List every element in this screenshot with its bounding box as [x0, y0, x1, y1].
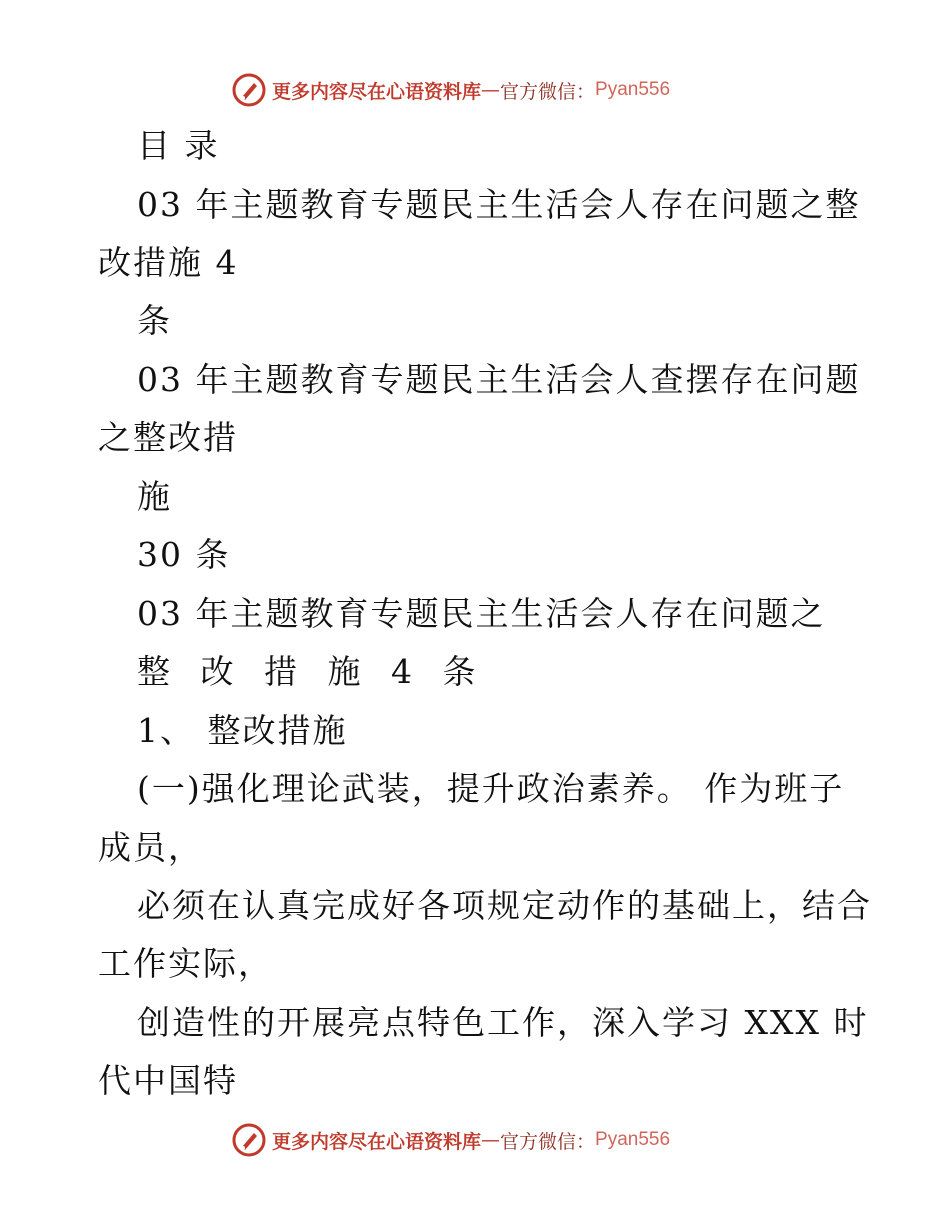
text-line: 之整改措: [98, 418, 238, 457]
text-line: 30 条: [137, 535, 231, 574]
text-line: 代中国特: [98, 1061, 238, 1100]
banner-site-text: 更多内容尽在心语资料库: [272, 80, 482, 103]
text-line: 创造性的开展亮点特色工作，深入学习 XXX 时: [137, 1003, 869, 1042]
pen-logo-icon: [232, 73, 266, 107]
banner-site-text: 更多内容尽在心语资料库: [272, 1130, 482, 1153]
banner-separator: —: [481, 1129, 501, 1151]
text-line: 施: [137, 477, 172, 516]
text-line: 改措施 4: [98, 243, 239, 282]
text-line: 03 年主题教育专题民主生活会人存在问题之整: [137, 185, 861, 224]
banner-wechat-id: Pyan556: [595, 79, 671, 100]
toc-heading: 目 录: [137, 126, 220, 165]
banner-wechat-label: 官方微信：: [500, 80, 596, 103]
pen-logo-icon: [232, 1123, 266, 1157]
text-line: (一)强化理论武装，提升政治素养。 作为班子: [137, 769, 845, 808]
footer-watermark: [232, 1120, 712, 1160]
text-line: 条: [137, 301, 172, 340]
text-line: 必须在认真完成好各项规定动作的基础上，结合: [137, 886, 872, 925]
banner-wechat-id: Pyan556: [595, 1129, 671, 1150]
text-line: 工作实际，: [98, 944, 273, 983]
banner-wechat-label: 官方微信：: [500, 1130, 596, 1153]
text-line: 03 年主题教育专题民主生活会人查摆存在问题: [137, 360, 861, 399]
header-watermark: [232, 70, 712, 110]
text-line: 整 改 措 施 4 条: [137, 652, 486, 691]
section-heading: 1、 整改措施: [137, 711, 348, 750]
text-line: 成员，: [98, 828, 203, 867]
banner-separator: —: [481, 79, 501, 101]
text-line: 03 年主题教育专题民主生活会人存在问题之: [137, 594, 826, 633]
